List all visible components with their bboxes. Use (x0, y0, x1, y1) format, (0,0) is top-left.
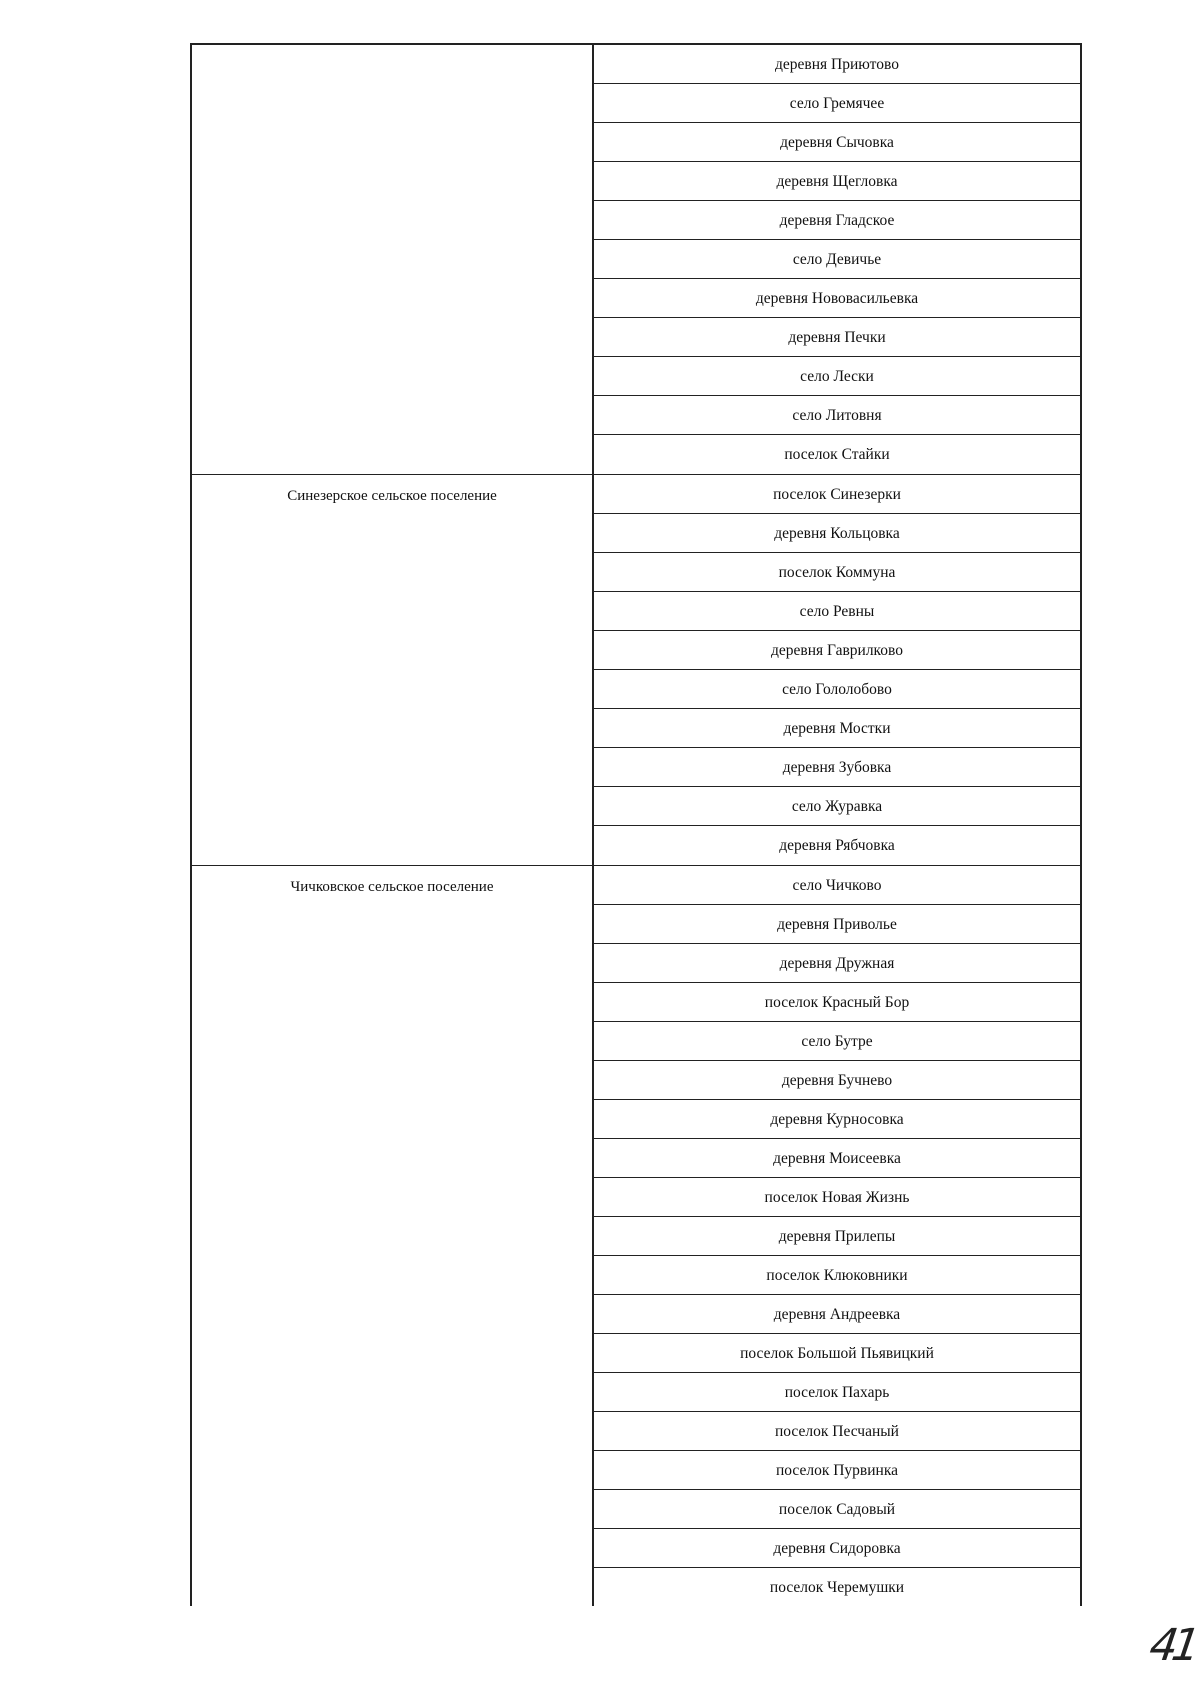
municipality-section (192, 475, 1082, 866)
municipality-cell (192, 475, 594, 865)
settlement-cell: село Девичье (594, 240, 1080, 279)
settlement-cell: село Журавка (594, 787, 1080, 826)
settlement-cell: деревня Печки (594, 318, 1080, 357)
settlement-cell: поселок Синезерки (594, 475, 1080, 514)
settlement-cell: село Чичково (594, 866, 1080, 905)
settlement-cell: село Ревны (594, 592, 1080, 631)
settlement-cell: деревня Мостки (594, 709, 1080, 748)
settlement-cell: село Бутре (594, 1022, 1080, 1061)
municipality-name: Чичковское сельское поселение (290, 879, 494, 895)
settlement-cell: деревня Прилепы (594, 1217, 1080, 1256)
settlement-cell: деревня Нововасильевка (594, 279, 1080, 318)
settlement-cell: деревня Рябчовка (779, 837, 895, 854)
settlements-table (190, 43, 1082, 1606)
settlement-cell: деревня Приволье (594, 905, 1080, 944)
settlement-cell: деревня Андреевка (594, 1295, 1080, 1334)
handwritten-page-number: 41 (1146, 1620, 1198, 1671)
settlement-cell: деревня Зубовка (594, 748, 1080, 787)
settlement-cell: поселок Черемушки (769, 1579, 905, 1596)
settlement-cell: поселок Песчаный (594, 1412, 1080, 1451)
municipality-section (192, 45, 1082, 475)
settlements-column (594, 45, 1082, 474)
municipality-name: Синезерское сельское поселение (287, 488, 497, 504)
settlement-cell: деревня Курносовка (594, 1100, 1080, 1139)
settlement-cell: деревня Приютово (594, 45, 1080, 84)
settlement-cell: деревня Сидоровка (594, 1529, 1080, 1568)
settlement-cell: поселок Стайки (784, 446, 890, 463)
settlement-cell: деревня Бучнево (594, 1061, 1080, 1100)
settlement-cell: поселок Новая Жизнь (594, 1178, 1080, 1217)
settlement-cell: деревня Кольцовка (594, 514, 1080, 553)
settlement-cell: поселок Садовый (594, 1490, 1080, 1529)
settlement-cell: поселок Пурвинка (594, 1451, 1080, 1490)
settlement-cell: деревня Дружная (594, 944, 1080, 983)
municipality-cell (192, 866, 594, 1606)
settlement-cell: поселок Красный Бор (594, 983, 1080, 1022)
settlements-column (594, 475, 1082, 865)
settlement-cell: деревня Гладское (594, 201, 1080, 240)
settlement-cell: деревня Щегловка (594, 162, 1080, 201)
settlement-cell: деревня Моисеевка (594, 1139, 1080, 1178)
settlement-cell: село Гололобово (594, 670, 1080, 709)
settlement-cell: поселок Большой Пьявицкий (594, 1334, 1080, 1373)
settlement-cell: деревня Сычовка (594, 123, 1080, 162)
settlement-cell: поселок Пахарь (594, 1373, 1080, 1412)
settlement-cell: село Гремячее (594, 84, 1080, 123)
municipality-cell (192, 45, 594, 474)
settlement-cell: поселок Клюковники (594, 1256, 1080, 1295)
settlement-cell: село Лески (594, 357, 1080, 396)
settlement-cell: село Литовня (594, 396, 1080, 435)
municipality-section (192, 866, 1082, 1606)
settlement-cell: деревня Гаврилково (594, 631, 1080, 670)
settlements-column (594, 866, 1082, 1606)
settlement-cell: поселок Коммуна (594, 553, 1080, 592)
